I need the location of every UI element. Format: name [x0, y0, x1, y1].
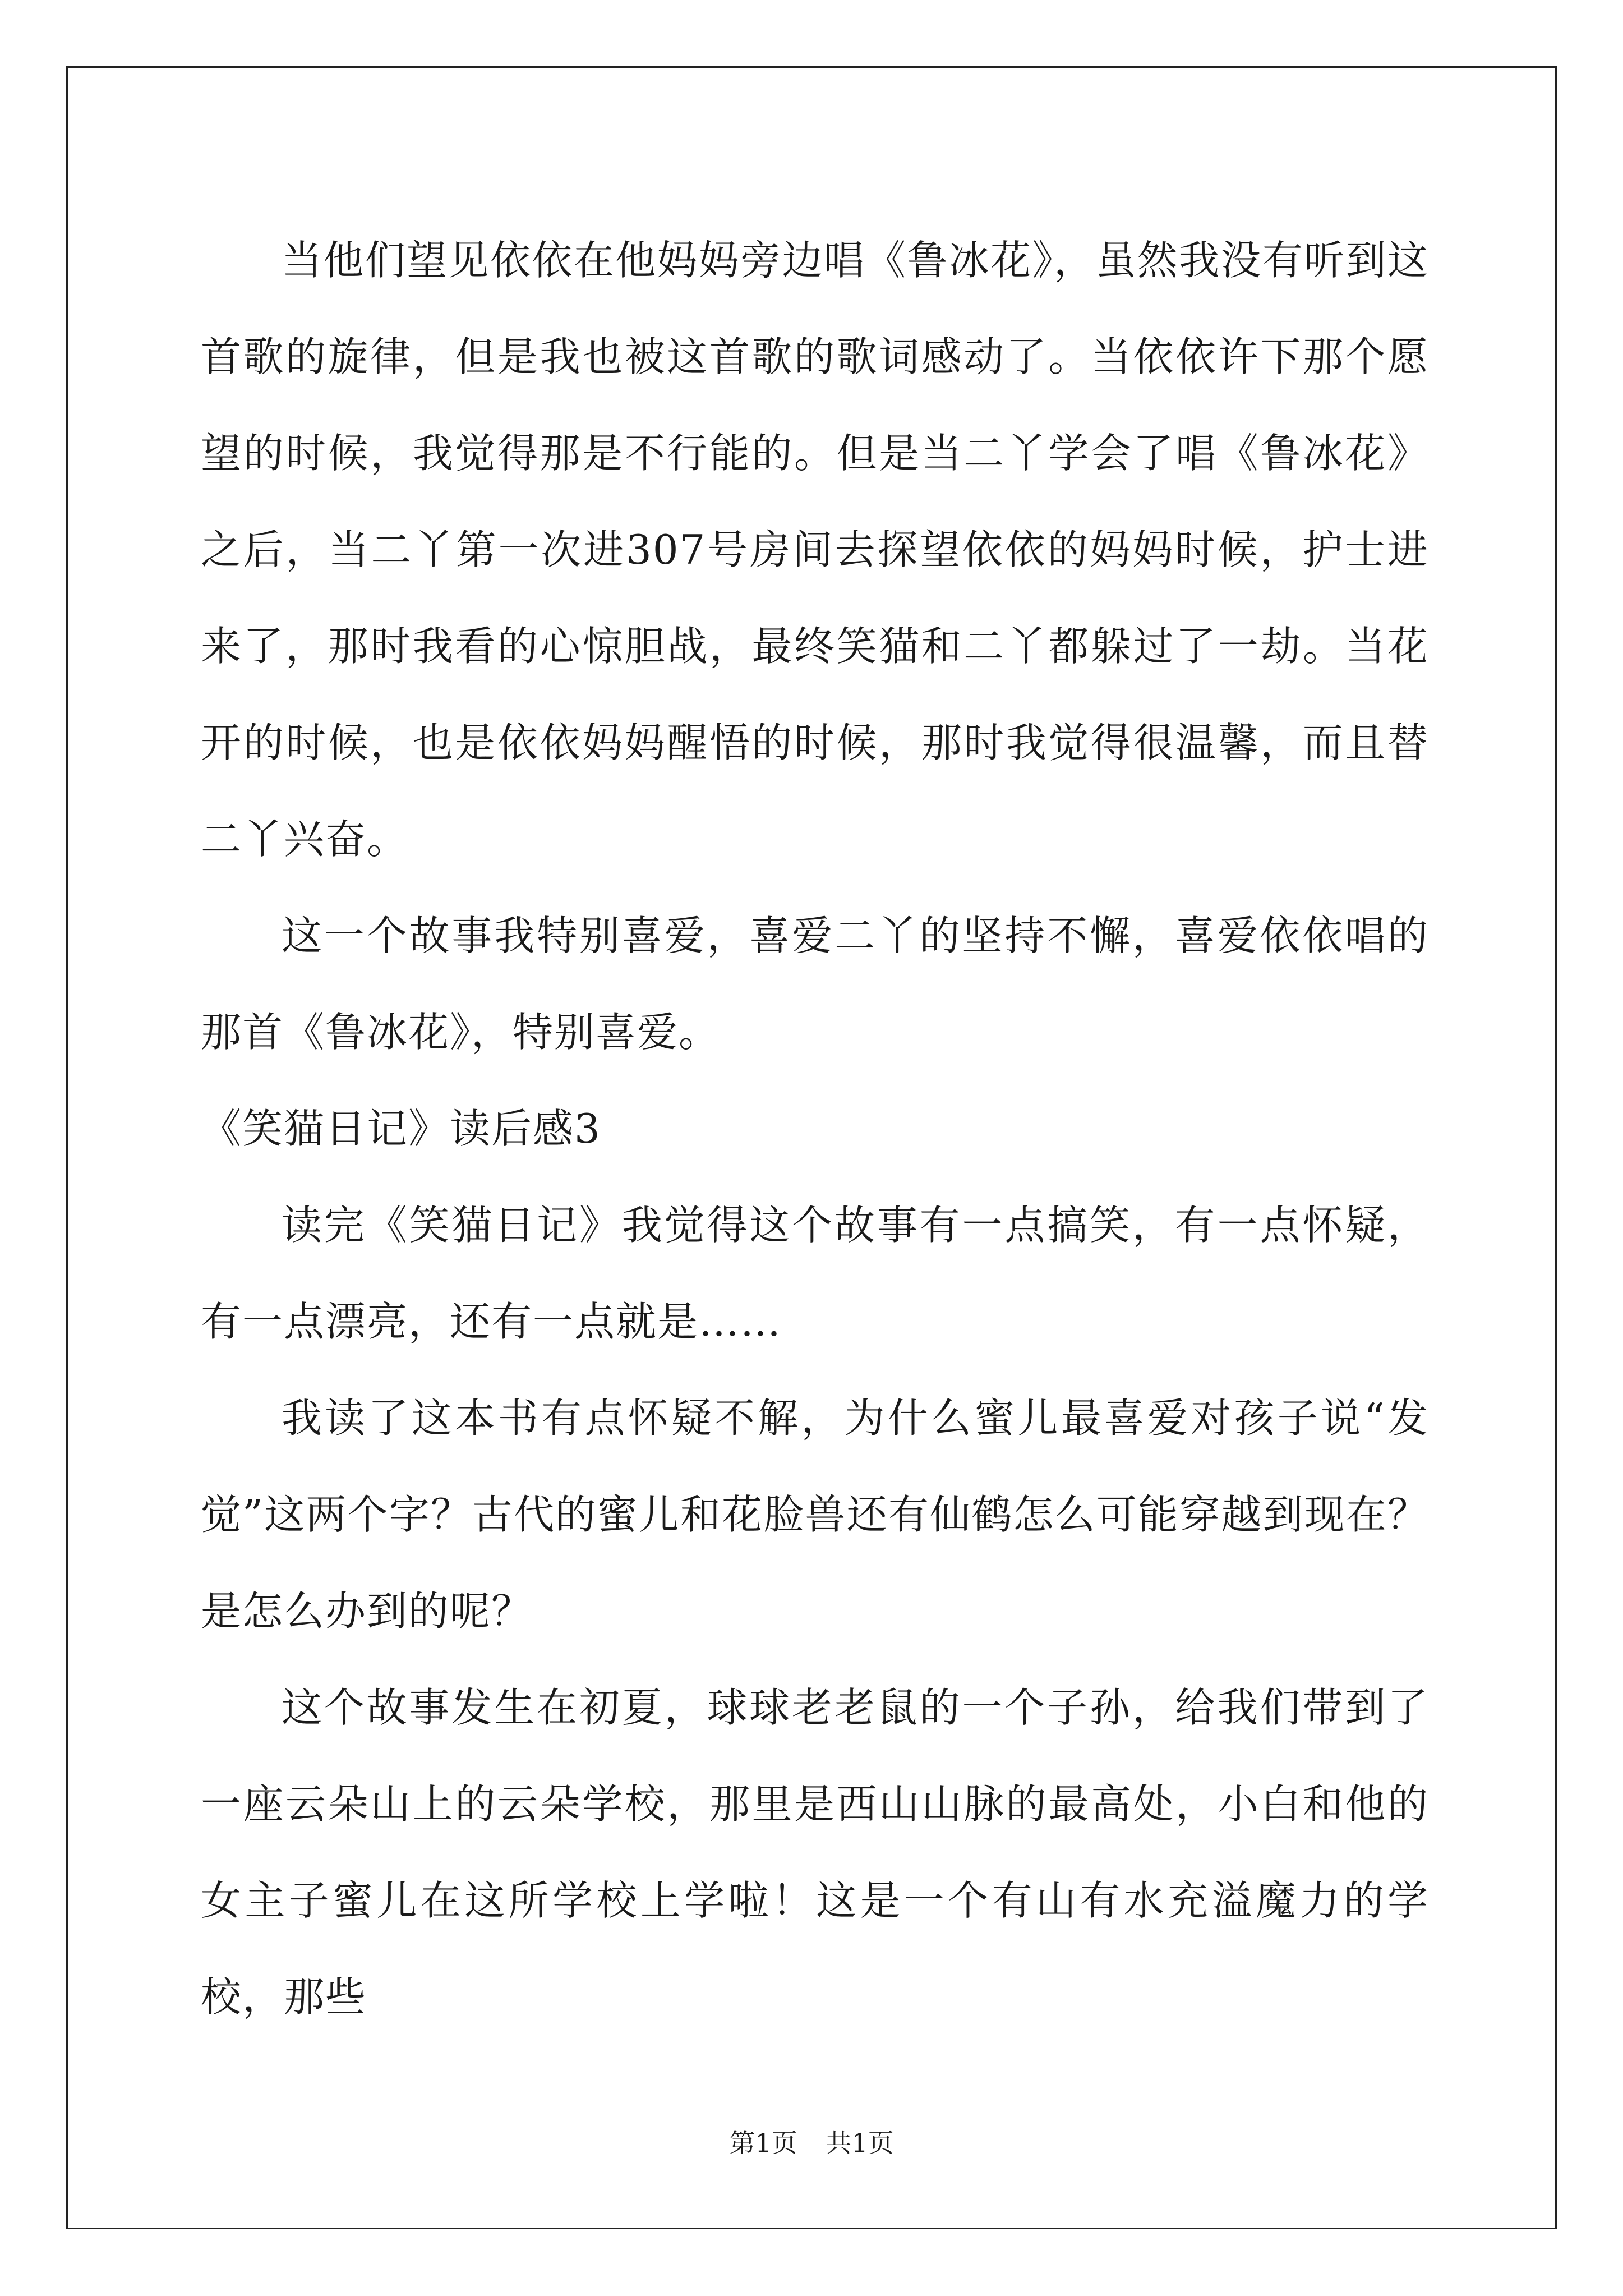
page-number: 第1页	[729, 2128, 797, 2158]
section-heading: 《笑猫日记》读后感3	[201, 1105, 601, 1152]
paragraph: 当他们望见依依在他妈妈旁边唱《鲁冰花》，虽然我没有听到这首歌的旋律，但是我也被这首歌的歌词感动了。当依依许下那个愿望的时候，我觉得那是不行能的。但是当二丫学会了唱《鲁冰花》之后，当二丫第一次进307号房间去探望依依的妈妈时候，护士进来了，那时我看的心惊胆战，最终笑猫和二丫都躲过了一劫。当花开的时候，也是依依妈妈醒悟的时候，那时我觉得很温馨，而且替二丫兴奋。	[201, 237, 1429, 863]
paragraph: 读完《笑猫日记》我觉得这个故事有一点搞笑，有一点怀疑，有一点漂亮，还有一点就是……	[201, 1202, 1429, 1345]
page-footer	[0, 2126, 1623, 2160]
paragraph: 我读了这本书有点怀疑不解，为什么蜜儿最喜爱对孩子说“发觉”这两个字？古代的蜜儿和花脸兽还有仙鹤怎么可能穿越到现在？是怎么办到的呢？	[201, 1395, 1429, 1635]
document-body	[201, 212, 1429, 2045]
paragraph: 这个故事发生在初夏，球球老老鼠的一个子孙，给我们带到了一座云朵山上的云朵学校，那里是西山山脉的最高处，小白和他的女主子蜜儿在这所学校上学啦！这是一个有山有水充溢魔力的学校，那些	[201, 1684, 1429, 2021]
page-total: 共1页	[826, 2128, 894, 2158]
paragraph: 这一个故事我特别喜爱，喜爱二丫的坚持不懈，喜爱依依唱的那首《鲁冰花》，特别喜爱。	[201, 912, 1429, 1056]
